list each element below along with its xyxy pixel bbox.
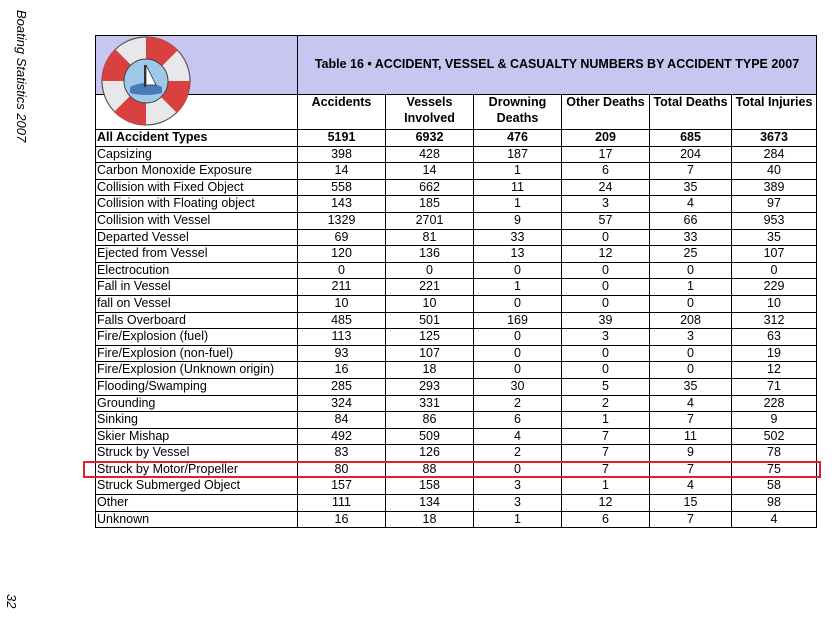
table-cell: 492 <box>298 428 386 445</box>
table-cell: 66 <box>650 212 732 229</box>
table-cell: 7 <box>562 445 650 462</box>
table-cell: 2 <box>474 395 562 412</box>
row-label: Electrocution <box>96 262 298 279</box>
table-cell: 2701 <box>386 212 474 229</box>
table-row <box>96 478 817 495</box>
table-cell: 3 <box>474 495 562 512</box>
table-cell: 7 <box>650 511 732 528</box>
table-cell: 12 <box>562 495 650 512</box>
table-cell: 113 <box>298 329 386 346</box>
table-cell: 18 <box>386 362 474 379</box>
side-page-title: Boating Statistics 2007 <box>14 10 29 143</box>
table-title: Table 16 • ACCIDENT, VESSEL & CASUALTY NUMBERS BY ACCIDENT TYPE 2007 <box>298 36 817 95</box>
table-row <box>96 395 817 412</box>
col-header-vessels-involved: Vessels Involved <box>386 95 474 130</box>
table-cell: 4 <box>732 511 817 528</box>
row-label: Grounding <box>96 395 298 412</box>
table-cell: 0 <box>562 362 650 379</box>
table-cell: 2 <box>474 445 562 462</box>
row-label: Unknown <box>96 511 298 528</box>
table-cell: 3 <box>562 196 650 213</box>
row-label: Struck by Vessel <box>96 445 298 462</box>
table-row <box>96 146 817 163</box>
table-cell: 6 <box>562 163 650 180</box>
table-cell: 6932 <box>386 130 474 147</box>
table-row <box>96 212 817 229</box>
table-cell: 4 <box>474 428 562 445</box>
row-label: Fire/Explosion (fuel) <box>96 329 298 346</box>
table-cell: 229 <box>732 279 817 296</box>
row-label: Falls Overboard <box>96 312 298 329</box>
table-cell: 4 <box>650 196 732 213</box>
table-cell: 685 <box>650 130 732 147</box>
table-row <box>96 262 817 279</box>
table-row <box>96 196 817 213</box>
table-cell: 485 <box>298 312 386 329</box>
life-ring-icon <box>100 35 192 127</box>
table-cell: 0 <box>562 295 650 312</box>
table-cell: 30 <box>474 378 562 395</box>
table-cell: 6 <box>474 412 562 429</box>
table-cell: 16 <box>298 511 386 528</box>
table-cell: 1 <box>474 511 562 528</box>
col-header-other-deaths: Other Deaths <box>562 95 650 130</box>
table-row-total <box>96 130 817 147</box>
table-cell: 0 <box>562 262 650 279</box>
table-cell: 558 <box>298 179 386 196</box>
table-cell: 158 <box>386 478 474 495</box>
table-cell: 24 <box>562 179 650 196</box>
table-cell: 0 <box>650 295 732 312</box>
table-cell: 1 <box>562 412 650 429</box>
row-label: Carbon Monoxide Exposure <box>96 163 298 180</box>
row-label: Capsizing <box>96 146 298 163</box>
table-row <box>96 428 817 445</box>
row-label: Fire/Explosion (Unknown origin) <box>96 362 298 379</box>
row-label: Fire/Explosion (non-fuel) <box>96 345 298 362</box>
table-row <box>96 378 817 395</box>
table-cell: 204 <box>650 146 732 163</box>
table-cell: 3 <box>474 478 562 495</box>
table-cell: 0 <box>650 262 732 279</box>
table-cell: 10 <box>298 295 386 312</box>
table-cell: 93 <box>298 345 386 362</box>
table-cell: 4 <box>650 478 732 495</box>
table-cell: 75 <box>732 461 817 478</box>
table-cell: 1 <box>474 163 562 180</box>
table-cell: 284 <box>732 146 817 163</box>
table-cell: 35 <box>650 378 732 395</box>
table-cell: 13 <box>474 246 562 263</box>
logo-cell <box>96 36 298 95</box>
table-cell: 40 <box>732 163 817 180</box>
table-row <box>96 312 817 329</box>
table-cell: 111 <box>298 495 386 512</box>
table-cell: 501 <box>386 312 474 329</box>
table-cell: 662 <box>386 179 474 196</box>
table-cell: 18 <box>386 511 474 528</box>
table-cell: 3 <box>562 329 650 346</box>
table-row <box>96 179 817 196</box>
table-cell: 14 <box>298 163 386 180</box>
table-cell: 0 <box>562 279 650 296</box>
table-cell: 3 <box>650 329 732 346</box>
table-cell: 126 <box>386 445 474 462</box>
table-cell: 88 <box>386 461 474 478</box>
accident-table <box>95 35 816 528</box>
table-cell: 14 <box>386 163 474 180</box>
table-cell: 0 <box>650 362 732 379</box>
table-cell: 98 <box>732 495 817 512</box>
table-cell: 1 <box>474 196 562 213</box>
table-row <box>96 412 817 429</box>
table-cell: 398 <box>298 146 386 163</box>
table-cell: 7 <box>562 461 650 478</box>
col-header-accidents: Accidents <box>298 95 386 130</box>
row-label: Collision with Fixed Object <box>96 179 298 196</box>
table-cell: 71 <box>732 378 817 395</box>
col-header-drowning-deaths: Drowning Deaths <box>474 95 562 130</box>
table-cell: 293 <box>386 378 474 395</box>
table-cell: 208 <box>650 312 732 329</box>
table-cell: 3673 <box>732 130 817 147</box>
table-cell: 80 <box>298 461 386 478</box>
col-header-total-deaths: Total Deaths <box>650 95 732 130</box>
highlighted-row-outline <box>83 461 821 478</box>
row-label: fall on Vessel <box>96 295 298 312</box>
table-cell: 324 <box>298 395 386 412</box>
page-number: 32 <box>4 594 19 609</box>
table-cell: 502 <box>732 428 817 445</box>
table-cell: 7 <box>650 461 732 478</box>
col-header-total-injuries: Total Injuries <box>732 95 817 130</box>
table-cell: 185 <box>386 196 474 213</box>
table-cell: 0 <box>474 295 562 312</box>
row-label: Flooding/Swamping <box>96 378 298 395</box>
table-cell: 2 <box>562 395 650 412</box>
row-label: Struck by Motor/Propeller <box>96 461 298 478</box>
table-cell: 39 <box>562 312 650 329</box>
table-cell: 0 <box>650 345 732 362</box>
table-cell: 169 <box>474 312 562 329</box>
table-cell: 1329 <box>298 212 386 229</box>
row-label: Fall in Vessel <box>96 279 298 296</box>
table-row <box>96 445 817 462</box>
table-cell: 10 <box>386 295 474 312</box>
table-cell: 428 <box>386 146 474 163</box>
table-cell: 9 <box>650 445 732 462</box>
table-cell: 57 <box>562 212 650 229</box>
table-cell: 0 <box>474 461 562 478</box>
table-row <box>96 295 817 312</box>
row-label: Ejected from Vessel <box>96 246 298 263</box>
table-cell: 33 <box>474 229 562 246</box>
row-label: Collision with Floating object <box>96 196 298 213</box>
row-label: Sinking <box>96 412 298 429</box>
table-cell: 11 <box>650 428 732 445</box>
table-row <box>96 329 817 346</box>
table-cell: 0 <box>474 362 562 379</box>
table-cell: 58 <box>732 478 817 495</box>
table-cell: 0 <box>562 345 650 362</box>
table-cell: 97 <box>732 196 817 213</box>
row-label: Struck Submerged Object <box>96 478 298 495</box>
table-cell: 0 <box>474 329 562 346</box>
table-cell: 16 <box>298 362 386 379</box>
table-cell: 0 <box>386 262 474 279</box>
table-cell: 83 <box>298 445 386 462</box>
table-cell: 1 <box>650 279 732 296</box>
table-row <box>96 246 817 263</box>
table-cell: 9 <box>732 412 817 429</box>
table-cell: 509 <box>386 428 474 445</box>
table-row <box>96 362 817 379</box>
table-cell: 331 <box>386 395 474 412</box>
row-label: Collision with Vessel <box>96 212 298 229</box>
table-cell: 81 <box>386 229 474 246</box>
table-cell: 84 <box>298 412 386 429</box>
table-cell: 63 <box>732 329 817 346</box>
table-cell: 125 <box>386 329 474 346</box>
table-cell: 0 <box>732 262 817 279</box>
table-cell: 25 <box>650 246 732 263</box>
table-cell: 4 <box>650 395 732 412</box>
table-cell: 7 <box>650 412 732 429</box>
table-cell: 7 <box>562 428 650 445</box>
table-cell: 107 <box>386 345 474 362</box>
table-cell: 389 <box>732 179 817 196</box>
row-label: Other <box>96 495 298 512</box>
table-cell: 0 <box>298 262 386 279</box>
table-cell: 5191 <box>298 130 386 147</box>
table-cell: 9 <box>474 212 562 229</box>
table-cell: 17 <box>562 146 650 163</box>
table-cell: 0 <box>474 262 562 279</box>
table-cell: 86 <box>386 412 474 429</box>
table-cell: 107 <box>732 246 817 263</box>
table-cell: 120 <box>298 246 386 263</box>
table-row <box>96 511 817 528</box>
table-cell: 12 <box>562 246 650 263</box>
table-cell: 209 <box>562 130 650 147</box>
row-label: Skier Mishap <box>96 428 298 445</box>
table-row <box>96 163 817 180</box>
table-cell: 0 <box>562 229 650 246</box>
table-cell: 7 <box>650 163 732 180</box>
table-cell: 143 <box>298 196 386 213</box>
table-row <box>96 495 817 512</box>
table-cell: 12 <box>732 362 817 379</box>
table-row <box>96 345 817 362</box>
table-cell: 78 <box>732 445 817 462</box>
table-cell: 6 <box>562 511 650 528</box>
table-cell: 15 <box>650 495 732 512</box>
row-label: Departed Vessel <box>96 229 298 246</box>
table-row <box>96 229 817 246</box>
table-cell: 35 <box>732 229 817 246</box>
table-cell: 1 <box>474 279 562 296</box>
table-cell: 476 <box>474 130 562 147</box>
table-cell: 33 <box>650 229 732 246</box>
table-cell: 1 <box>562 478 650 495</box>
table-cell: 10 <box>732 295 817 312</box>
table-cell: 187 <box>474 146 562 163</box>
table-cell: 953 <box>732 212 817 229</box>
table-cell: 285 <box>298 378 386 395</box>
table-cell: 11 <box>474 179 562 196</box>
table-cell: 211 <box>298 279 386 296</box>
table-cell: 69 <box>298 229 386 246</box>
table-cell: 0 <box>474 345 562 362</box>
table-cell: 136 <box>386 246 474 263</box>
table-cell: 221 <box>386 279 474 296</box>
table-cell: 19 <box>732 345 817 362</box>
table-cell: 134 <box>386 495 474 512</box>
table-cell: 35 <box>650 179 732 196</box>
table-row <box>96 279 817 296</box>
table-cell: 5 <box>562 378 650 395</box>
table-cell: 228 <box>732 395 817 412</box>
table-cell: 157 <box>298 478 386 495</box>
row-label: All Accident Types <box>96 130 298 147</box>
table-cell: 312 <box>732 312 817 329</box>
